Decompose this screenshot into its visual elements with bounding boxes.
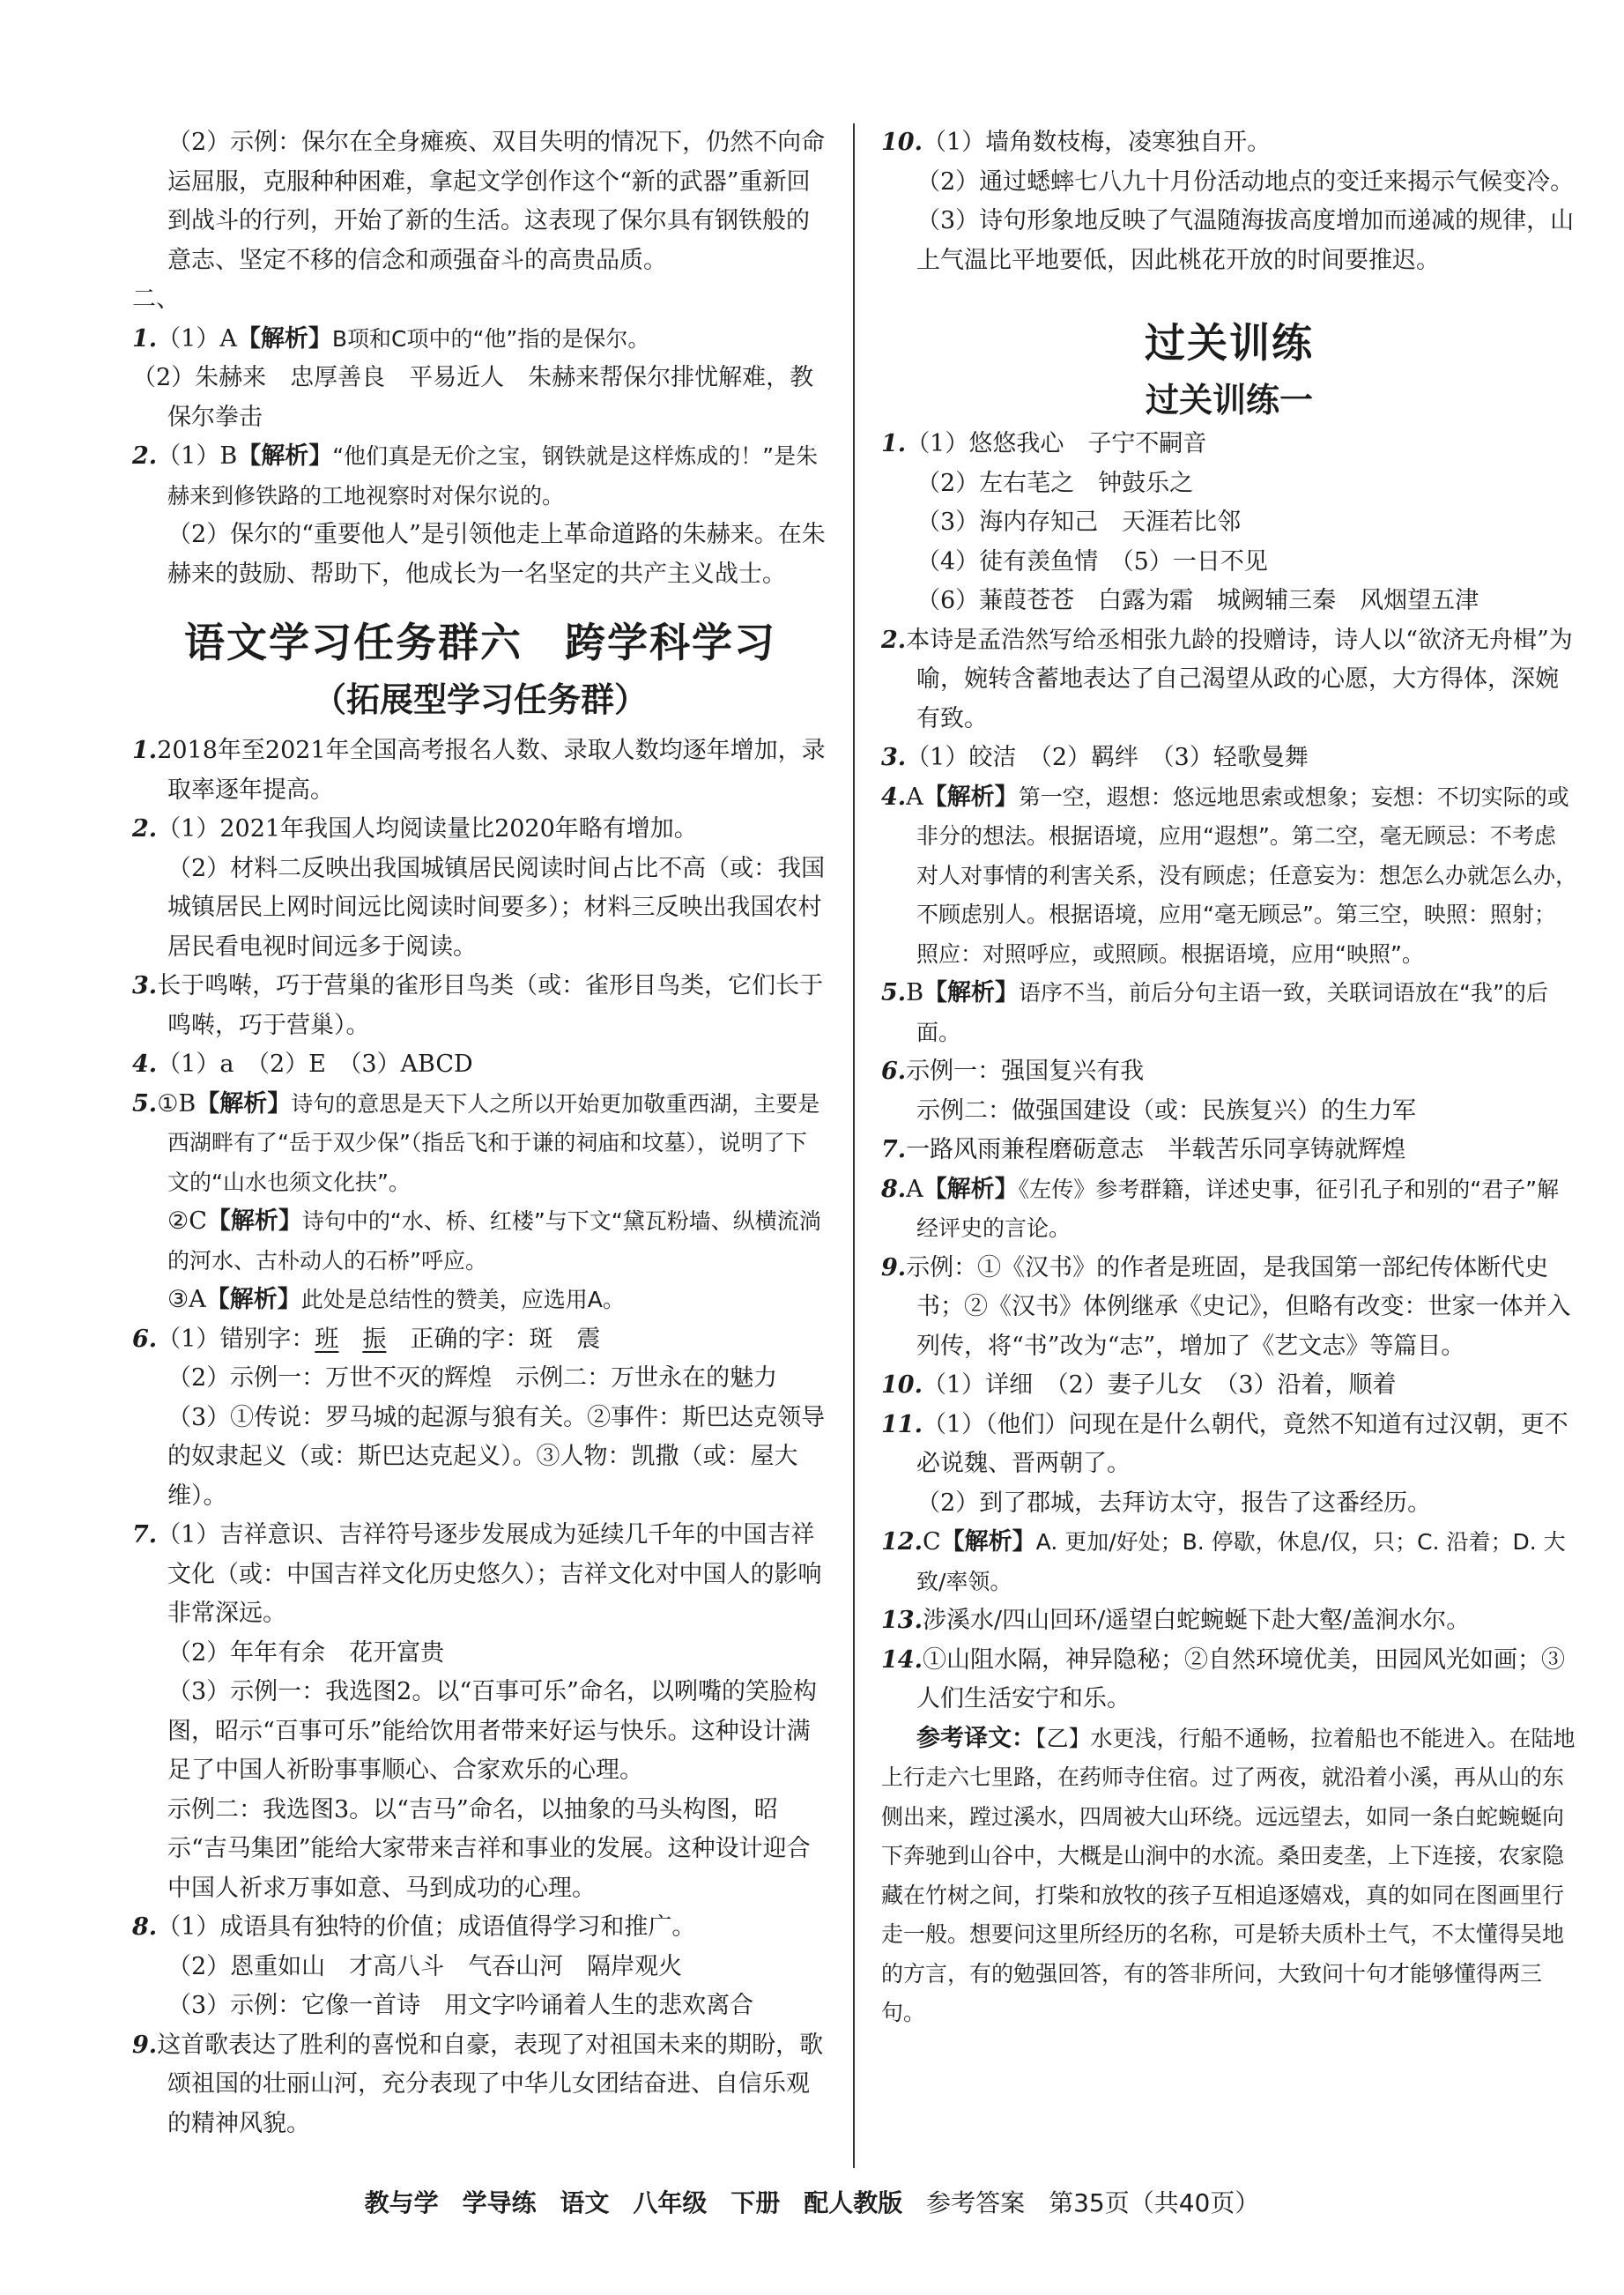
section-subheading: （拓展型学习任务群）: [312, 680, 648, 719]
analysis-tag: 【解析】: [196, 1089, 292, 1118]
question-number: 2.: [132, 815, 158, 843]
question-number: 3.: [881, 744, 907, 771]
answer-line: （1）（他们）问现在是什么朝代，竟然不知道有过汉朝，更不必说魏、晋两朝了。: [916, 1410, 1568, 1477]
answer-choice: B: [906, 979, 924, 1006]
answer-text: （1）详细 （2）妻子儿女 （3）沿着，顺着: [922, 1371, 1397, 1399]
task-8: [132, 1908, 828, 2026]
answer-choice: A: [906, 783, 923, 811]
answer-line: （1）2021年我国人均阅读量比2020年略有增加。: [157, 815, 698, 843]
analysis-text: 诗句中的“水、桥、红楼”与下文“黛瓦粉墙、纵横流淌的河水、古朴动人的石桥”呼应。: [167, 1208, 821, 1274]
page-footer: [0, 2184, 1624, 2219]
answer-line: 正确的字：斑 震: [386, 1325, 601, 1353]
footer-section: 参考答案: [926, 2188, 1026, 2217]
question-number: 11.: [881, 1410, 923, 1438]
task-3: [132, 967, 828, 1045]
answer-choice: ③A: [167, 1286, 206, 1313]
question-number: 2.: [132, 442, 158, 470]
question-number: 1.: [881, 430, 907, 457]
answer-line: （2）保尔的“重要他人”是引领他走上革命道路的朱赫来。在朱赫来的鼓励、帮助下，他成长为一名坚定的共产主义战士。: [167, 521, 826, 588]
answer-text: 长于鸣啭，巧于营巢的雀形目鸟类（或：雀形目鸟类，它们长于鸣啭，巧于营巢）。: [157, 972, 824, 1039]
task-1: [132, 732, 828, 810]
question-number: 6.: [132, 1325, 158, 1353]
answer-line: （3）示例：它像一首诗 用文字吟诵着人生的悲欢离合: [167, 1992, 754, 2019]
section-subheading: 过关训练一: [1145, 381, 1313, 420]
question-number: 8.: [132, 1913, 158, 1941]
answer-line: （2）材料二反映出我国城镇居民阅读时间占比不高（或：我国城镇居民上网时间远比阅读时间要多）；材料三反映出我国农村居民看电视时间远多于阅读。: [167, 854, 826, 961]
task-5: [132, 1085, 828, 1320]
answer-line: （3）示例一：我选图2。以“百事可乐”命名，以咧嘴的笑脸构图，昭示“百事可乐”能给饮用者带来好运与快乐。这种设计满足了中国人祈盼事事顺心、合家欢乐的心理。: [167, 1678, 817, 1784]
answer-line: （2）到了郡城，去拜访太守，报告了这番经历。: [916, 1489, 1432, 1517]
analysis-tag: 【解析】: [205, 1286, 301, 1313]
drill-4: [881, 778, 1577, 975]
task-4: [132, 1045, 828, 1085]
answer-choice: ②C: [167, 1207, 207, 1235]
analysis-text: 诗句的意思是天下人之所以开始更加敬重西湖，主要是西湖畔有了“岳于双少保”（指岳飞和于谦的祠庙和坟墓），说明了下文的“山水也须文化扶”。: [167, 1090, 820, 1195]
drill-3: [881, 739, 1577, 778]
answer-text: ①山阻水隔，神异隐秘；②自然环境优美，田园风光如画；③人们生活安宁和乐。: [916, 1645, 1565, 1712]
task-2: [132, 810, 828, 967]
translation-label: 参考译文：: [916, 1724, 1035, 1752]
drill-14: [881, 1641, 1577, 1719]
analysis-tag: 【解析】: [236, 324, 332, 353]
answer-line: （3）诗句形象地反映了气温随海拔高度增加而递减的规律，山上气温比平地要低，因此桃花开放的时间要推迟。: [916, 207, 1575, 274]
analysis-tag: 【解析】: [206, 1207, 302, 1235]
drill-2: [881, 621, 1577, 739]
question-2: [132, 437, 828, 594]
question-number: 10.: [881, 129, 923, 156]
footer-grade: 八年级: [633, 2188, 708, 2217]
drill-5: [881, 974, 1577, 1052]
footer-series: 学导练: [462, 2188, 537, 2217]
answer-line: （3）海内存知己 天涯若比邻: [916, 509, 1242, 536]
answer-text: 一路风雨兼程磨砺意志 半载苦乐同享铸就辉煌: [906, 1136, 1406, 1163]
answer-text: 本诗是孟浩然写给丞相张九龄的投赠诗，诗人以“欲济无舟楫”为喻，婉转含蓄地表达了自己渴望从政的心愿，大方得体，深婉有致。: [906, 626, 1573, 732]
analysis-text: 此处是总结性的赞美，应选用A。: [300, 1287, 625, 1312]
right-column: [881, 123, 1577, 2033]
answer-line: （2）示例一：万世不灭的辉煌 示例二：万世永在的魅力: [167, 1364, 778, 1392]
answer-choice: ①B: [157, 1089, 197, 1118]
intro-answer-2: （2）示例：保尔在全身瘫痪、双目失明的情况下，仍然不向命运屈服，克服种种困难，拿起文学创作这个“新的武器”重新回到战斗的行列，开始了新的生活。这表现了保尔具有钢铁般的意志、坚定不移的信念和顽强奋斗的高贵品质。: [167, 129, 826, 274]
footer-edition: 配人教版: [804, 2188, 903, 2217]
answer-line: （1）悠悠我心 子宁不嗣音: [906, 430, 1207, 457]
wrong-char-1: 班: [315, 1325, 339, 1353]
question-number: 6.: [881, 1058, 907, 1085]
question-number: 7.: [881, 1136, 907, 1163]
answer-line: （3）①传说：罗马城的起源与狼有关。②事件：斯巴达克领导的奴隶起义（或：斯巴达克起义）。③人物：凯撒（或：屋大维）。: [167, 1403, 826, 1510]
drill-10: [881, 1366, 1577, 1406]
drill-13: [881, 1601, 1577, 1641]
answer-text: （1）皎洁 （2）羁绊 （3）轻歌曼舞: [906, 744, 1309, 771]
answer-choice: （1）A: [157, 324, 237, 353]
section-heading: 过关训练: [1145, 319, 1314, 367]
drill-9: [881, 1249, 1577, 1367]
drill-8: [881, 1170, 1577, 1249]
answer-line: （1）错别字：: [157, 1325, 315, 1353]
answer-line: （6）蒹葭苍苍 白露为霜 城阙辅三秦 风烟望五津: [916, 587, 1479, 614]
analysis-text: 第一空，遐想：悠远地思索或想象；妄想：不切实际的或非分的想法。根据语境，应用“遐想”。第二空，毫无顾忌：不考虑对人对事情的利害关系，没有顾虑；任意妄为：想怎么办就怎么办，不顾虑别人。根据语境，应用“毫无顾忌”。第三空，映照：照射；照应：对照呼应，或照顾。根据语境，应用“映照”。: [916, 784, 1578, 967]
wrong-char-2: 振: [362, 1325, 387, 1353]
answer-line: （4）徒有羡鱼情 （5）一日不见: [916, 547, 1268, 576]
question-number: 2.: [881, 626, 907, 654]
drill-1: [881, 425, 1577, 621]
footer-page-number: 第35页（共40页）: [1049, 2188, 1260, 2217]
analysis-tag: 【解析】: [923, 783, 1019, 811]
analysis-tag: 【解析】: [940, 1528, 1036, 1556]
analysis-text: 语序不当，前后分句主语一致，关联词语放在“我”的后面。: [916, 980, 1548, 1045]
question-number: 8.: [881, 1175, 907, 1203]
analysis-text: A. 更加/好处；B. 停歇，休息/仅，只；C. 沿着；D. 大致/率领。: [916, 1529, 1566, 1594]
footer-volume: 下册: [730, 2188, 781, 2217]
answer-line: 示例二：我选图3。以“吉马”命名，以抽象的马头构图，昭示“吉马集团”能给大家带来吉祥和事业的发展。这种设计迎合中国人祈求万事如意、马到成功的心理。: [167, 1795, 811, 1902]
question-10: [881, 123, 1577, 280]
answer-line: （2）年年有余 花开富贵: [167, 1638, 445, 1667]
question-number: 14.: [881, 1645, 923, 1674]
answer-choice: （1）B: [157, 442, 238, 470]
question-1: [132, 320, 828, 438]
task-6: [132, 1320, 828, 1517]
analysis-text: “他们真是无价之宝，钢铁就是这样炼成的！”是朱赫来到修铁路的工地视察时对保尔说的。: [167, 443, 819, 509]
question-number: 7.: [132, 1521, 158, 1549]
question-number: 4.: [132, 1051, 158, 1078]
analysis-tag: 【解析】: [923, 1175, 1019, 1203]
answer-text: 示例：①《汉书》的作者是班固，是我国第一部纪传体断代史书；②《汉书》体例继承《史记》，但略有改变：世家一体并入列传，将“书”改为“志”，增加了《艺文志》等篇目。: [906, 1253, 1571, 1360]
answer-text: 2018年至2021年全国高考报名人数、录取人数均逐年增加，录取率逐年提高。: [157, 737, 826, 804]
analysis-tag: 【解析】: [923, 979, 1020, 1006]
answer-choice: A: [906, 1175, 923, 1203]
drill-11: [881, 1406, 1577, 1524]
drill-7: [881, 1131, 1577, 1170]
question-number: 9.: [881, 1253, 907, 1281]
answer-line: 示例二：做强国建设（或：民族复兴）的生力军: [916, 1096, 1416, 1125]
left-column: [132, 123, 828, 2143]
question-number: 10.: [881, 1371, 923, 1399]
task-7: [132, 1516, 828, 1908]
question-number: 9.: [132, 2031, 158, 2059]
answer-text: （1）a （2）E （3）ABCD: [157, 1051, 473, 1078]
analysis-tag: 【解析】: [237, 442, 333, 470]
column-divider: [853, 123, 855, 2168]
question-number: 5.: [132, 1089, 158, 1118]
reference-translation: [881, 1719, 1577, 2033]
section-heading: 语文学习任务群六 跨学科学习: [184, 619, 776, 666]
answer-line: （1）吉祥意识、吉祥符号逐步发展成为延续几千年的中国吉祥文化（或：中国吉祥文化历史悠久）；吉祥文化对中国人的影响非常深远。: [157, 1521, 822, 1627]
answer-text: 这首歌表达了胜利的喜悦和自豪，表现了对祖国未来的期盼，歌颂祖国的壮丽山河，充分表现了中华儿女团结奋进、自信乐观的精神风貌。: [157, 2031, 824, 2137]
analysis-text: B项和C项中的“他”指的是保尔。: [331, 325, 650, 352]
answer-text: 涉溪水/四山回环/遥望白蛇蜿蜒下赴大壑/盖涧水尔。: [922, 1607, 1471, 1634]
task-9: [132, 2026, 828, 2144]
section-two-label: 二、: [132, 286, 180, 313]
answer-line: （2）恩重如山 才高八斗 气吞山河 隔岸观火: [167, 1952, 683, 1980]
analysis-text: 《左传》参考群籍，详述史事，征引孔子和别的“君子”解经评史的言论。: [916, 1176, 1560, 1241]
answer-line: 示例一：强国复兴有我: [906, 1058, 1145, 1085]
question-number: 13.: [881, 1607, 923, 1634]
drill-6: [881, 1052, 1577, 1131]
drill-12: [881, 1523, 1577, 1601]
question-number: 4.: [881, 783, 907, 811]
question-number: 5.: [881, 979, 907, 1006]
answer-choice: C: [922, 1528, 941, 1556]
question-number: 3.: [132, 972, 158, 999]
answer-line: （2）朱赫来 忠厚善良 平易近人 朱赫来帮保尔排忧解难，教保尔拳击: [132, 364, 814, 431]
answer-line: （2）通过蟋蟀七八九十月份活动地点的变迁来揭示气候变冷。: [916, 167, 1575, 196]
question-number: 12.: [881, 1528, 923, 1556]
answer-line: （1）墙角数枝梅，凌寒独自开。: [922, 129, 1272, 156]
question-number: 1.: [132, 324, 158, 353]
translation-text: 【乙】水更浅，行船不通畅，拉着船也不能进入。在陆地上行走六七里路，在药师寺住宿。过了两夜，就沿着小溪，再从山的东侧出来，蹚过溪水，四周被大山环绕。远远望去，如同一条白蛇蜿蜒向下奔驰到山谷中，大概是山涧中的水流。桑田麦垄，上下连接，农家隐藏在竹树之间，打柴和放牧的孩子互相追逐嬉戏，真的如同在图画里行走一般。想要问这里所经历的名称，可是轿夫质朴土气，不太懂得吴地的方言，有的勉强回答，有的答非所问，大致问十句才能够懂得两三句。: [881, 1725, 1576, 2025]
footer-subject: 语文: [560, 2188, 610, 2217]
question-number: 1.: [132, 737, 158, 764]
footer-book: 教与学: [364, 2188, 439, 2217]
answer-line: （1）成语具有独特的价值；成语值得学习和推广。: [157, 1913, 696, 1941]
answer-line: （2）左右芼之 钟鼓乐之: [916, 469, 1194, 497]
